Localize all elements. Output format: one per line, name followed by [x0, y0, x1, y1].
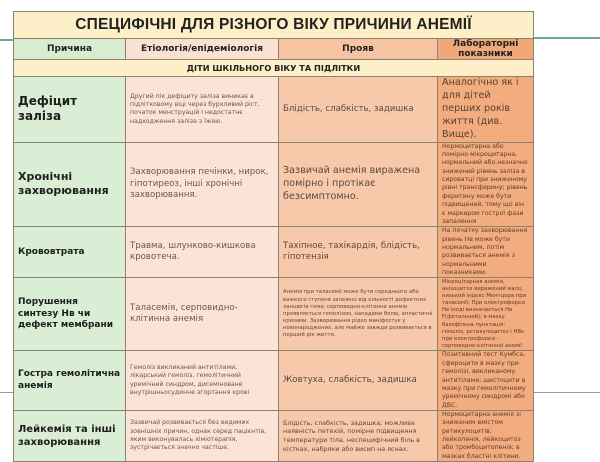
table-row	[14, 77, 534, 143]
lab-cell: Мікроцітарная анемія, анізоцитоз виражений мало, низький індекс Ментцера при таласемії; При електрофорезі Нв іноді визначається Нв F(фетальний); в мазку базофільна пунктація; гемоліз, ретикулоцитоз і НВs при електрофорезі - серповидно-клітинної анемії	[438, 278, 534, 351]
etiology-cell: Гемоліз викликаний антитілами, лікарський гемоліз, гемолітичний уремічний синдром, дисеміноване внутрішньосудинне згортання крові	[126, 351, 279, 411]
column-header-lab: Лабораторні показники	[438, 39, 534, 60]
decorative-line-right	[533, 37, 600, 39]
page-title: СПЕЦИФІЧНІ ДЛЯ РІЗНОГО ВІКУ ПРИЧИНИ АНЕМІЇ	[14, 12, 534, 39]
table-row	[14, 278, 534, 351]
cause-cell: Гостра гемолітична анемія	[14, 351, 126, 411]
manifestation-cell: Блідість, слабкість, задишка; можлива наявність петехій, помірне підвищення температури тіла, неспецифічний біль в кістках, набряки або висип на яснах.	[279, 410, 438, 461]
table-row	[14, 227, 534, 278]
cause-cell: Лейкемія та інші захворювання	[14, 410, 126, 461]
cause-cell: Хронічні захворювання	[14, 142, 126, 227]
lab-cell: Позитивний тест Кумбса, сфероцити в мазку при гемолізі, викликаному антитілами; шистоцити в мазку при гемолітичному уремічному синдромі або ДВС.	[438, 351, 534, 411]
anemia-causes-table	[13, 11, 534, 462]
manifestation-cell: Анемія при таласемії може бути середнього або важкого ступеня залежно від кількості дефектних ланцюгів гема: серповидно-клітинна анемія проявляється гемолізом, нападами болю, апластичні кризами. Захворювання рідко маніфестує у новонароджених, але майже завжди розвивається в перший рік життя.	[279, 278, 438, 351]
cause-cell: Крововтрата	[14, 227, 126, 278]
manifestation-cell: Блідість, слабкість, задишка	[279, 77, 438, 143]
manifestation-cell: Тахіпное, тахікардія, блідість, гіпотензія	[279, 227, 438, 278]
decorative-line-bottom-left	[0, 392, 14, 393]
column-header-manifestation: Прояв	[279, 39, 438, 60]
lab-cell: Нормоцитарна або помірно мікроцитарна, нормальний або незначно знижений рівень заліза в сироватці при зниженому рівні трансферину; рівень феритину може бути підвищений, тому що він є маркером гострої фази запалення	[438, 142, 534, 227]
lab-cell: Аналогічно як і для дітей перших років життя (див. Вище).	[438, 77, 534, 143]
lab-cell: Нормоцитарна анемія зі зниженим вмістом ретикулоцитів; лейкопенія, лейкоцитоз або тромбоцитопенія; в мазках бластні клітини.	[438, 410, 534, 461]
column-header-cause: Причина	[14, 39, 126, 60]
manifestation-cell: Зазвичай анемія виражена помірно і протікає безсимптомно.	[279, 142, 438, 227]
cause-cell: Дефіцит заліза	[14, 77, 126, 143]
table-row	[14, 351, 534, 411]
etiology-cell: Зазвичай розвивається без видимих зовнішніх причин, однак серед пацієнтів, яким виконувалась хіміотерапія, зустрічається значно частіше.	[126, 410, 279, 461]
manifestation-cell: Жовтуха, слабкість, задишка	[279, 351, 438, 411]
decorative-line-bottom-right	[533, 392, 600, 393]
column-header-row	[14, 39, 534, 60]
table-row	[14, 410, 534, 461]
etiology-cell: Другий пік дефіциту заліза виникає в підлітковому віці через бурхливий ріст, початок менструацій і недостатнє надходження заліза з їжею.	[126, 77, 279, 143]
section-header: ДІТИ ШКІЛЬНОГО ВІКУ ТА ПІДЛІТКИ	[14, 60, 534, 77]
cause-cell: Порушення синтезу Нв чи дефект мембрани	[14, 278, 126, 351]
etiology-cell: Таласемія, серповидно-клітинна анемія	[126, 278, 279, 351]
etiology-cell: Захворювання печінки, нирок, гіпотиреоз, інші хронічні захворювання.	[126, 142, 279, 227]
etiology-cell: Травма, шлунково-кишкова кровотеча.	[126, 227, 279, 278]
lab-cell: На початку захворювання рівень Нв може бути нормальним, потім розвивається анемія з нормальними показниками.	[438, 227, 534, 278]
column-header-etiology: Етіологія/епідеміологія	[126, 39, 279, 60]
table-row	[14, 142, 534, 227]
decorative-line-left	[0, 39, 14, 41]
